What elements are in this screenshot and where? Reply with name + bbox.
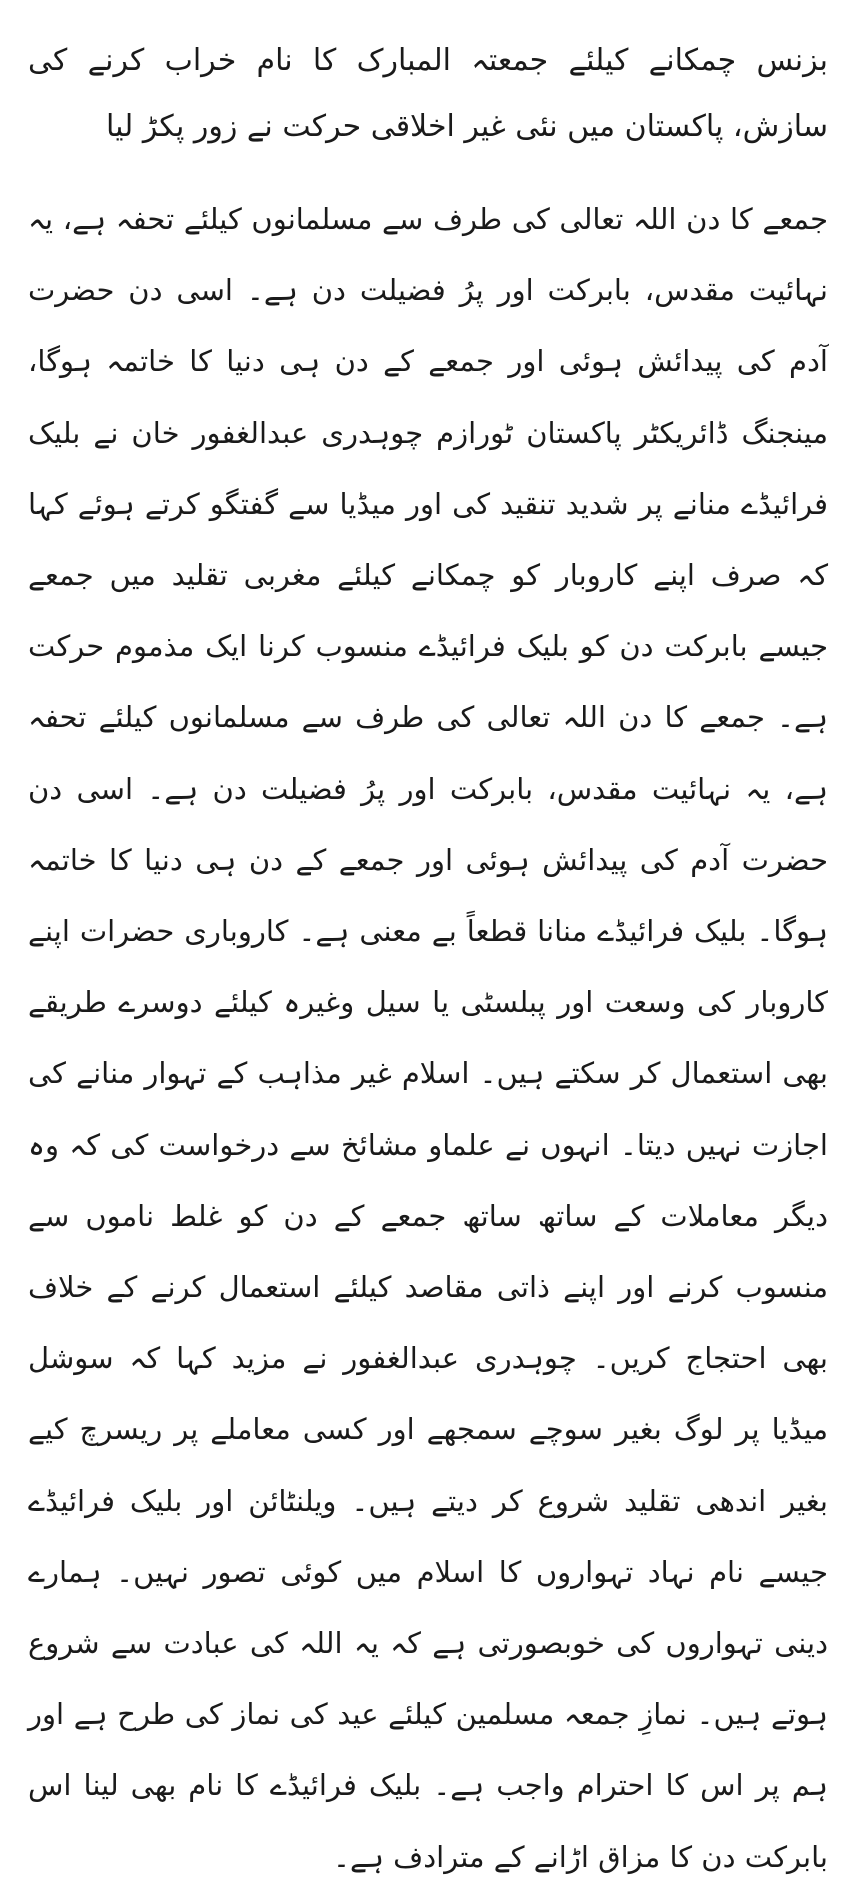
article — [28, 28, 828, 1893]
article-body: جمعے کا دن اللہ تعالی کی طرف سے مسلمانوں کیلئے تحفہ ہے، یہ نہائیت مقدس، بابرکت اور پرُ فضیلت دن ہے۔ اسی دن حضرت آدم کی پیدائش ہوئی اور جمعے کے دن ہی دنیا کا خاتمہ ہوگا، مینجنگ ڈائریکٹر پاکستان ٹورازم چوہدری عبدالغفور خان نے بلیک فرائیڈے منانے پر شدید تنقید کی اور میڈیا سے گفتگو کرتے ہوئے کہا کہ صرف اپنے کاروبار کو چمکانے کیلئے مغربی تقلید میں جمعے جیسے بابرکت دن کو بلیک فرائیڈے منسوب کرنا ایک مذموم حرکت ہے۔ جمعے کا دن اللہ تعالی کی طرف سے مسلمانوں کیلئے تحفہ ہے، یہ نہائیت مقدس، بابرکت اور پرُ فضیلت دن ہے۔ اسی دن حضرت آدم کی پیدائش ہوئی اور جمعے کے دن ہی دنیا کا خاتمہ ہوگا۔ بلیک فرائیڈے منانا قطعاً بے معنی ہے۔ کاروباری حضرات اپنے کاروبار کی وسعت اور پبلسٹی یا سیل وغیرہ کیلئے دوسرے طریقے بھی استعمال کر سکتے ہیں۔ اسلام غیر مذاہب کے تہوار منانے کی اجازت نہیں دیتا۔ انہوں نے علماو مشائخ سے درخواست کی کہ وہ دیگر معاملات کے ساتھ ساتھ جمعے کے دن کو غلط ناموں سے منسوب کرنے اور اپنے ذاتی مقاصد کیلئے استعمال کرنے کے خلاف بھی احتجاج کریں۔ چوہدری عبدالغفور نے مزید کہا کہ سوشل میڈیا پر لوگ بغیر سوچے سمجھے اور کسی معاملے پر ریسرچ کیے بغیر اندھی تقلید شروع کر دیتے ہیں۔ ویلنٹائن اور بلیک فرائیڈے جیسے نام نہاد تہواروں کا اسلام میں کوئی تصور نہیں۔ ہمارے دینی تہواروں کی خوبصورتی ہے کہ یہ اللہ کی عبادت سے شروع ہوتے ہیں۔ نمازِ جمعہ مسلمین کیلئے عید کی نماز کی طرح ہے اور ہم پر اس کا احترام واجب ہے۔ بلیک فرائیڈے کا نام بھی لینا اس بابرکت دن کا مزاق اڑانے کے مترادف ہے۔ — [28, 202, 828, 1874]
article-headline: بزنس چمکانے کیلئے جمعتہ المبارک کا نام خراب کرنے کی سازش، پاکستان میں نئی غیر اخلاقی حرکت نے زور پکڑ لیا — [28, 43, 828, 144]
